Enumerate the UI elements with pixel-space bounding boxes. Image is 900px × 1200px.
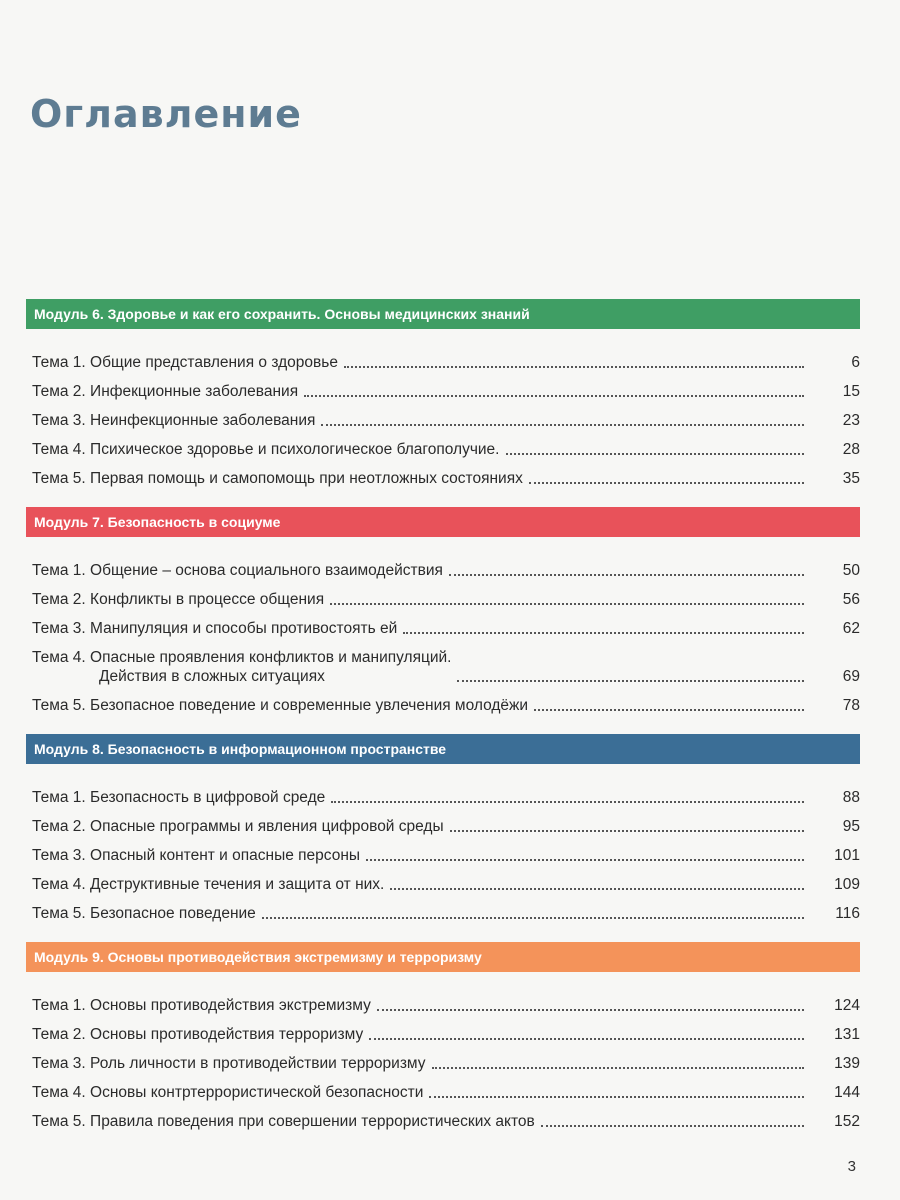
page-ref: 78 [842,697,860,714]
topic-list [26,343,860,488]
dot-leader [330,603,804,605]
module-header: Модуль 9. Основы противодействия экстремизму и терроризму [26,942,860,972]
topic-number: Тема 2. [32,1026,86,1043]
topic-title: Основы противодействия терроризму [90,1026,364,1043]
topic-number: Тема 3. [32,1055,86,1072]
topic-list [26,986,860,1131]
dot-leader [449,574,804,576]
topic-title: Инфекционные заболевания [90,383,299,400]
topic-number: Тема 3. [32,620,86,637]
topic-number: Тема 3. [32,847,86,864]
dot-leader [457,680,804,682]
topic-list [26,778,860,923]
toc-entry[interactable] [26,1015,860,1044]
page-ref: 88 [842,789,860,806]
toc-entry[interactable] [26,865,860,894]
topic-number: Тема 1. [32,997,86,1014]
page-ref: 62 [842,620,860,637]
module-7 [26,507,860,715]
page-ref: 50 [842,562,860,579]
toc-entry[interactable] [26,1102,860,1131]
toc-entry[interactable] [26,807,860,836]
dot-leader [377,1009,804,1011]
page-title: Оглавление [30,92,302,136]
topic-title: Общие представления о здоровье [90,354,338,371]
topic-number: Тема 5. [32,697,86,714]
page-ref: 109 [834,876,860,893]
page-ref: 35 [842,470,860,487]
topic-number: Тема 3. [32,412,86,429]
dot-leader [529,482,804,484]
dot-leader [432,1067,804,1069]
toc-entry[interactable] [26,401,860,430]
topic-title: Психическое здоровье и психологическое благополучие. [90,441,500,458]
topic-number: Тема 1. [32,789,86,806]
toc-entry[interactable] [26,1044,860,1073]
topic-title: Опасный контент и опасные персоны [90,847,361,864]
topic-number: Тема 1. [32,562,86,579]
toc-entry[interactable] [26,343,860,372]
topic-number: Тема 5. [32,1113,86,1130]
topic-list [26,551,860,715]
topic-title: Неинфекционные заболевания [90,412,316,429]
dot-leader [304,395,804,397]
toc-entry[interactable] [26,836,860,865]
toc-entry[interactable] [26,1073,860,1102]
page-ref: 6 [851,354,860,371]
topic-title: Безопасность в цифровой среде [90,789,326,806]
toc-entry[interactable] [26,580,860,609]
topic-number: Тема 2. [32,591,86,608]
dot-leader [390,888,804,890]
toc-entry[interactable] [26,986,860,1015]
topic-title: Роль личности в противодействии терроризму [90,1055,426,1072]
module-6 [26,299,860,488]
page-ref: 124 [834,997,860,1014]
dot-leader [541,1125,804,1127]
topic-title-continued: Действия в сложных ситуациях [99,668,325,685]
toc-entry[interactable] [26,609,860,638]
dot-leader [450,830,804,832]
dot-leader [534,709,804,711]
page-ref: 15 [842,383,860,400]
topic-number: Тема 2. [32,818,86,835]
module-header: Модуль 7. Безопасность в социуме [26,507,860,537]
topic-number: Тема 2. [32,383,86,400]
page-ref: 28 [842,441,860,458]
topic-number: Тема 4. [32,441,86,458]
dot-leader [403,632,804,634]
topic-title: Основы контртеррористической безопасности [90,1084,424,1101]
dot-leader [262,917,804,919]
module-header: Модуль 8. Безопасность в информационном пространстве [26,734,860,764]
toc-entry[interactable] [26,459,860,488]
topic-number: Тема 4. [32,1084,86,1101]
dot-leader [321,424,804,426]
toc-entry[interactable] [26,778,860,807]
topic-title: Безопасное поведение и современные увлечения молодёжи [90,697,529,714]
page-ref: 152 [834,1113,860,1130]
topic-number: Тема 5. [32,470,86,487]
toc-entry[interactable] [26,894,860,923]
toc-entry[interactable] [26,551,860,580]
topic-number: Тема 1. [32,354,86,371]
module-header: Модуль 6. Здоровье и как его сохранить. Основы медицинских знаний [26,299,860,329]
topic-title: Манипуляция и способы противостоять ей [90,620,398,637]
page-ref: 101 [834,847,860,864]
topic-number: Тема 4. [32,649,86,666]
page-ref: 56 [842,591,860,608]
page-ref: 144 [834,1084,860,1101]
page-ref: 116 [835,905,860,922]
topic-title: Деструктивные течения и защита от них. [90,876,385,893]
topic-title: Первая помощь и самопомощь при неотложных состояниях [90,470,523,487]
page-ref: 95 [842,818,860,835]
dot-leader [369,1038,804,1040]
topic-title: Правила поведения при совершении террористических актов [90,1113,535,1130]
topic-title: Опасные проявления конфликтов и манипуляций. [90,649,452,666]
topic-number: Тема 4. [32,876,86,893]
dot-leader [366,859,804,861]
dot-leader [506,453,805,455]
dot-leader [344,366,804,368]
topic-title: Основы противодействия экстремизму [90,997,371,1014]
toc-entry[interactable] [26,430,860,459]
page-number: 3 [847,1158,856,1175]
module-8 [26,734,860,923]
toc-entry[interactable] [26,638,860,686]
module-9 [26,942,860,1131]
toc-entry[interactable] [26,686,860,715]
dot-leader [429,1096,804,1098]
topic-number: Тема 5. [32,905,86,922]
topic-title: Общение – основа социального взаимодействия [90,562,443,579]
toc-entry[interactable] [26,372,860,401]
topic-title: Опасные программы и явления цифровой среды [90,818,444,835]
page-ref: 131 [834,1026,860,1043]
page-ref: 139 [834,1055,860,1072]
dot-leader [331,801,804,803]
topic-title: Безопасное поведение [90,905,256,922]
page-ref: 69 [842,668,860,685]
page-ref: 23 [842,412,860,429]
topic-title: Конфликты в процессе общения [90,591,325,608]
